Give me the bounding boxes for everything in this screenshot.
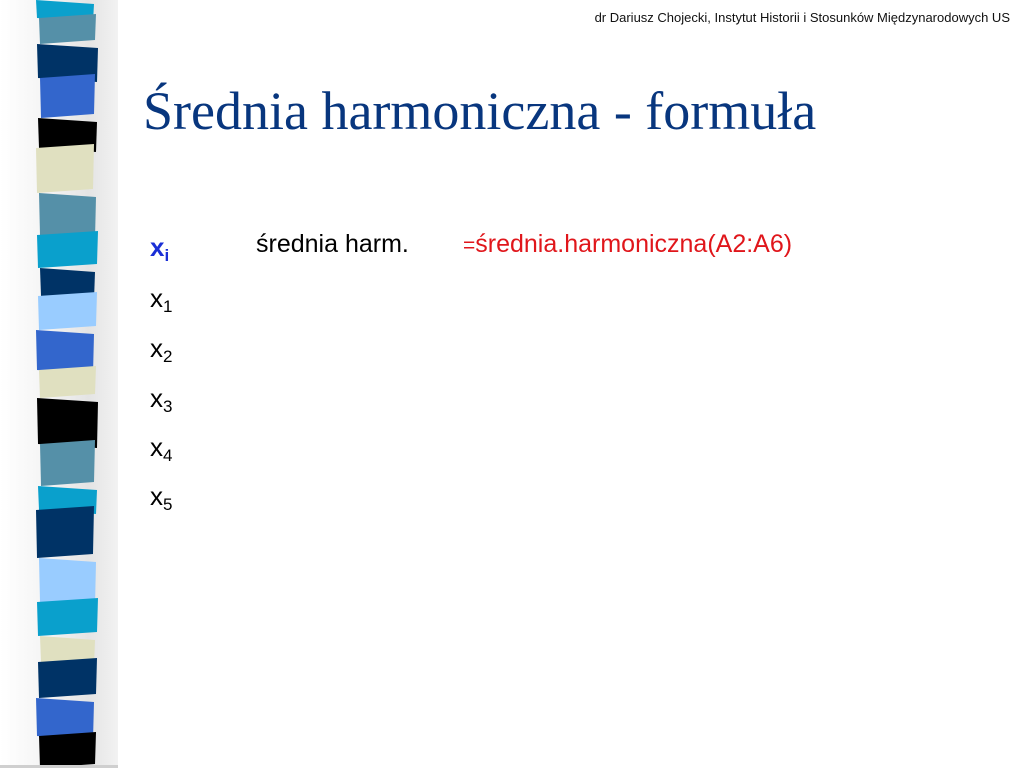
decorative-stripe	[40, 74, 95, 118]
decorative-stripe	[36, 506, 94, 558]
formula-equals: =	[463, 234, 476, 257]
row-label-x2	[150, 333, 172, 364]
column-label-mean: średnia harm.	[256, 230, 409, 258]
row-label-x4	[150, 432, 172, 463]
decorative-stripe	[39, 14, 96, 44]
row-subscript: 4	[163, 446, 173, 465]
decorative-stripe-column	[0, 0, 118, 768]
decorative-stripe	[38, 292, 97, 330]
row-subscript: 2	[163, 347, 173, 366]
row-var: x	[150, 481, 163, 511]
decorative-stripe	[37, 231, 98, 268]
row-label-x1	[150, 283, 172, 314]
row-var: x	[150, 333, 163, 363]
xi-var: x	[150, 232, 165, 262]
column-header-xi	[150, 232, 169, 263]
row-label-x3	[150, 383, 172, 414]
harmonic-mean-formula	[463, 230, 792, 259]
decorative-stripe	[37, 598, 98, 636]
row-label-x5	[150, 481, 172, 512]
slide-title: Średnia harmoniczna - formuła	[143, 81, 817, 141]
decorative-stripe	[36, 144, 94, 193]
row-subscript: 1	[163, 297, 173, 316]
formula-body: średnia.harmoniczna(A2:A6)	[475, 230, 793, 258]
row-var: x	[150, 383, 163, 413]
row-var: x	[150, 283, 163, 313]
decorative-stripe	[39, 366, 96, 398]
decorative-stripe	[40, 440, 95, 486]
row-subscript: 5	[163, 495, 173, 514]
decorative-stripe	[38, 658, 97, 698]
decorative-stripe	[39, 732, 96, 768]
header-credit: dr Dariusz Chojecki, Instytut Historii i Stosunków Międzynarodowych US	[594, 10, 1010, 25]
row-var: x	[150, 432, 163, 462]
row-subscript: 3	[163, 397, 173, 416]
xi-subscript: i	[164, 246, 170, 265]
